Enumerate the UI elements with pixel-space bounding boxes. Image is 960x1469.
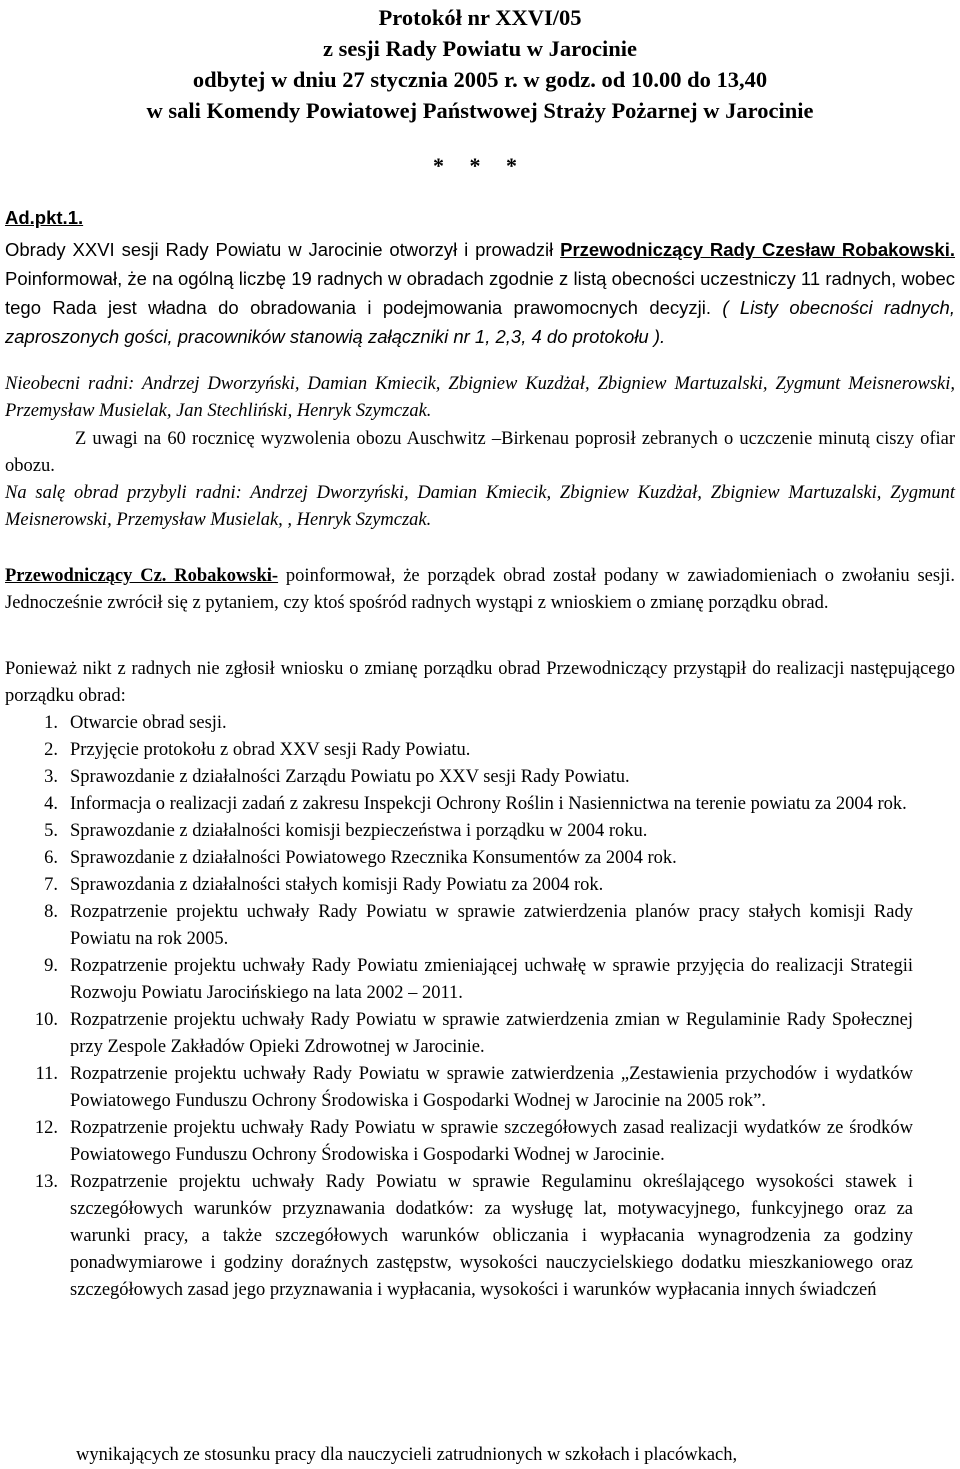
agenda-item xyxy=(0,710,960,737)
agenda-item-text: Sprawozdanie z działalności Zarządu Powiatu po XXV sesji Rady Powiatu. xyxy=(70,767,630,787)
title-line-protocol: Protokół nr XXVI/05 xyxy=(378,5,582,30)
agenda-item-number: 6. xyxy=(44,848,58,868)
agenda-item-number: 12. xyxy=(34,1118,58,1138)
agenda-item-text: Sprawozdanie z działalności komisji bezpieczeństwa i porządku w 2004 roku. xyxy=(70,821,648,841)
agenda-item-text: Rozpatrzenie projektu uchwały Rady Powiatu zmieniającej uchwałę w sprawie przyjęcia do realizacji Strategii Rozwoju Powiatu Jarocińskiego na lata 2002 – 2011. xyxy=(70,956,913,1003)
title-line-date: odbytej w dniu 27 stycznia 2005 r. w godz. od 10.00 do 13,40 xyxy=(192,67,768,92)
agenda-item-text: Rozpatrzenie projektu uchwały Rady Powiatu w sprawie Regulaminu określającego wysokości stawek i szczegółowych warunków przyznawania dodatków: za wysługę lat, motywacyjnego, funkcyjnego oraz za warunki pracy, a także szczegółowych warunków obliczania i wypłacania wynagrodzenia za godziny ponadwymiarowe i godziny doraźnych zastępstw, wysokości nauczycielskiego dodatku mieszkaniowego oraz szczegółowych zasad jego przyznawania i wypłacania, wysokości i warunków wypłacania innych świadczeń xyxy=(70,1172,913,1300)
agenda-item-text: Rozpatrzenie projektu uchwały Rady Powiatu w sprawie zatwierdzenia „Zestawienia przychodów i wydatków Powiatowego Funduszu Ochrony Środowiska i Gospodarki Wodnej w Jarocinie na 2005 rok”. xyxy=(70,1064,913,1111)
agenda-item-number: 13. xyxy=(34,1172,58,1192)
agenda-item-text: Sprawozdanie z działalności Powiatowego Rzecznika Konsumentów za 2004 rok. xyxy=(70,848,677,868)
agenda-item xyxy=(0,953,960,1007)
agenda-item-text: Przyjęcie protokołu z obrad XXV sesji Rady Powiatu. xyxy=(70,740,471,760)
agenda-item xyxy=(0,1115,960,1169)
no-motion-paragraph: Ponieważ nikt z radnych nie zgłosił wniosku o zmianę porządku obrad Przewodniczący przystąpił do realizacji następującego porządku obrad: xyxy=(5,659,955,706)
agenda-item xyxy=(0,845,960,872)
agenda-item xyxy=(0,1007,960,1061)
absent-councillors: Nieobecni radni: Andrzej Dworzyński, Damian Kmiecik, Zbigniew Kuzdżał, Zbigniew Martuzalski, Zygmunt Meisnerowski, Przemysław Musielak, Jan Stechliński, Henryk Szymczak. xyxy=(5,374,955,421)
title-line-session: z sesji Rady Powiatu w Jarocinie xyxy=(323,36,637,61)
chairman-label: Przewodniczący Cz. Robakowski- xyxy=(5,566,279,586)
agenda-item-number: 3. xyxy=(44,767,58,787)
agenda-item-text: Rozpatrzenie projektu uchwały Rady Powiatu w sprawie zatwierdzenia zmian w Regulaminie Rady Społecznej przy Zespole Zakładów Opieki Zdrowotnej w Jarocinie. xyxy=(70,1010,913,1057)
opening-paragraph xyxy=(5,236,955,352)
chairman-paragraph xyxy=(5,563,955,617)
agenda-item-number: 4. xyxy=(44,794,58,814)
agenda-item xyxy=(0,1061,960,1115)
agenda-item-number: 9. xyxy=(44,956,58,976)
chairman-name: Przewodniczący Rady Czesław Robakowski. xyxy=(560,239,955,260)
agenda-point-heading: Ad.pkt.1. xyxy=(5,207,84,228)
agenda-item-text: Rozpatrzenie projektu uchwały Rady Powiatu w sprawie zatwierdzenia planów pracy stałych komisji Rady Powiatu na rok 2005. xyxy=(70,902,913,949)
separator-stars: * * * xyxy=(433,153,527,178)
agenda-item xyxy=(0,872,960,899)
agenda-item xyxy=(0,737,960,764)
agenda-item xyxy=(0,818,960,845)
attendance-note: ( Listy obecności radnych, zaproszonych gości, pracowników stanowią załączniki nr 1, 2,3, 4 do protokołu ). xyxy=(5,297,955,347)
agenda-item-text: Informacja o realizacji zadań z zakresu Inspekcji Ochrony Roślin i Nasiennictwa na terenie powiatu za 2004 rok. xyxy=(70,794,907,814)
agenda-item-number: 11. xyxy=(35,1064,58,1084)
agenda-item xyxy=(0,1169,960,1304)
title-line-venue: w sali Komendy Powiatowej Państwowej Straży Pożarnej w Jarocinie xyxy=(146,98,814,123)
agenda-list xyxy=(0,710,960,1304)
opening-intro: Obrady XXVI sesji Rady Powiatu w Jarocinie otworzył i prowadził xyxy=(5,239,561,260)
agenda-item xyxy=(0,764,960,791)
agenda-item-number: 5. xyxy=(44,821,58,841)
agenda-item-number: 7. xyxy=(44,875,58,895)
agenda-item-number: 10. xyxy=(34,1010,58,1030)
agenda-item xyxy=(0,899,960,953)
auschwitz-paragraph: Z uwagi na 60 rocznicę wyzwolenia obozu Auschwitz –Birkenau poprosił zebranych o uczczenie minutą ciszy ofiar obozu. xyxy=(5,429,955,476)
agenda-item-number: 2. xyxy=(44,740,58,760)
agenda-item-number: 1. xyxy=(44,713,58,733)
document-title xyxy=(0,2,960,126)
agenda-point-label xyxy=(5,204,955,233)
agenda-item xyxy=(0,791,960,818)
agenda-item-text: Sprawozdania z działalności stałych komisji Rady Powiatu za 2004 rok. xyxy=(70,875,604,895)
agenda-item-number: 8. xyxy=(44,902,58,922)
chairman-statement: poinformował, że porządek obrad został podany w zawiadomieniach o zwołaniu sesji. Jednocześnie zwrócił się z pytaniem, czy ktoś spośród radnych wystąpi z wnioskiem o zmianę porządku obrad. xyxy=(5,566,955,613)
agenda-item-text: Otwarcie obrad sesji. xyxy=(70,713,227,733)
agenda-item-text: Rozpatrzenie projektu uchwały Rady Powiatu w sprawie szczegółowych zasad realizacji wydatków ze środków Powiatowego Funduszu Ochrony Środowiska i Gospodarki Wodnej w Jarocinie. xyxy=(70,1118,913,1165)
arrived-councillors: Na salę obrad przybyli radni: Andrzej Dworzyński, Damian Kmiecik, Zbigniew Kuzdżał, Zbigniew Martuzalski, Zygmunt Meisnerowski, Przemysław Musielak, , Henryk Szymczak. xyxy=(5,483,955,530)
continuation-line: wynikających ze stosunku pracy dla nauczycieli zatrudnionych w szkołach i placówkach, xyxy=(76,1445,738,1465)
opening-quorum: Poinformował, że na ogólną liczbę 19 radnych w obradach zgodnie z listą obecności uczestniczy 11 radnych, wobec tego Rada jest władna do obradowania i podejmowania prawomocnych decyzji. xyxy=(5,268,955,318)
